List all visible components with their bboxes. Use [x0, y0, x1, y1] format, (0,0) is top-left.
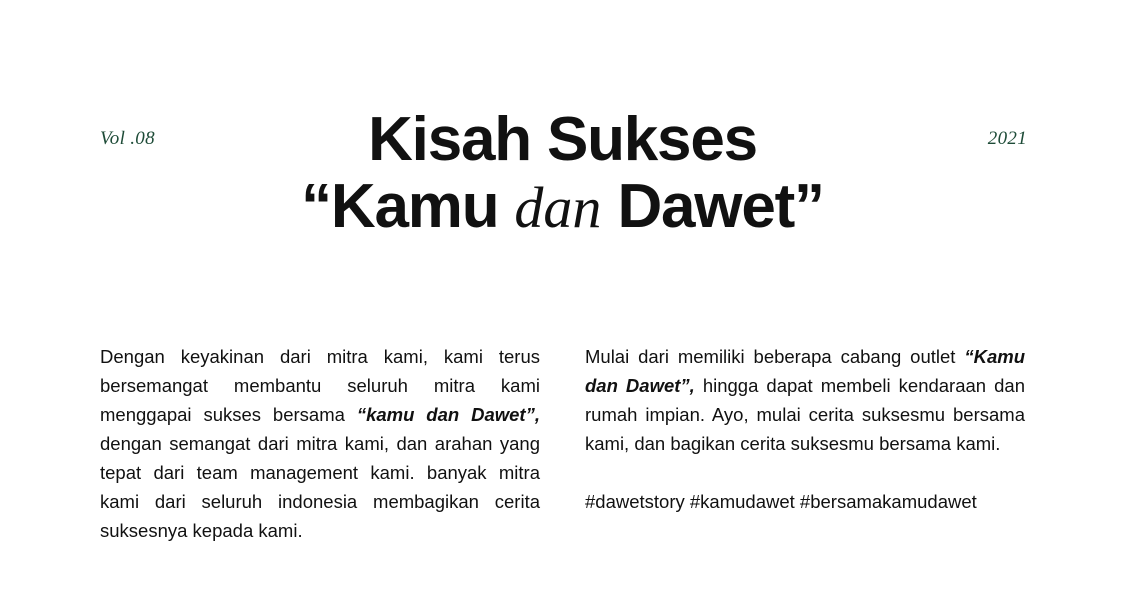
right-text-emphasis: “Kamu dan Dawet”, — [585, 346, 1025, 396]
page-title — [0, 106, 1125, 241]
right-column-paragraph — [585, 342, 1025, 458]
volume-label: Vol .08 — [100, 128, 155, 149]
left-column-paragraph — [100, 342, 540, 545]
left-text-part-2: dengan semangat dari mitra kami, dan arahan yang tepat dari team management kami. banyak mitra kami dari seluruh indonesia membagikan cerita suksesnya kepada kami. — [100, 433, 540, 541]
title-line-1: Kisah Sukses — [368, 105, 757, 174]
year-label: 2021 — [987, 128, 1027, 149]
right-text-part-2: hingga dapat membeli kendaraan dan rumah impian. Ayo, mulai cerita suksesmu bersama kami, dan bagikan cerita suksesmu bersama kami. — [585, 375, 1025, 454]
title-line-2-post: Dawet” — [601, 172, 824, 241]
left-text-emphasis: “kamu dan Dawet”, — [356, 404, 540, 425]
title-line-2-emphasis: dan — [514, 175, 602, 240]
body-columns — [0, 342, 1125, 542]
title-line-2 — [0, 174, 1125, 241]
poster-header — [0, 105, 1125, 258]
right-text-part-1: Mulai dari memiliki beberapa cabang outlet — [585, 346, 965, 367]
hashtags-line: #dawetstory #kamudawet #bersamakamudawet — [585, 491, 977, 512]
left-column — [100, 342, 540, 545]
left-text-part-1: Dengan keyakinan dari mitra kami, kami terus bersemangat membantu seluruh mitra kami menggapai sukses bersama — [100, 346, 540, 425]
right-column — [585, 342, 1025, 516]
title-line-2-pre: “Kamu — [301, 172, 515, 241]
